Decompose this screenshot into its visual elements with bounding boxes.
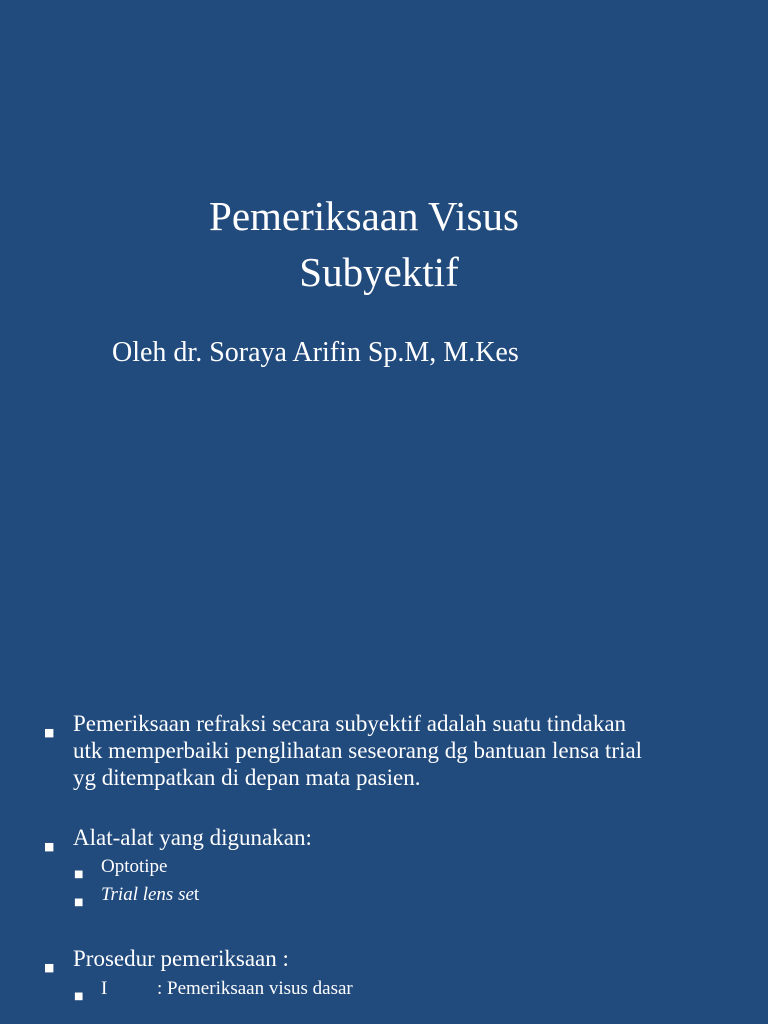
author-line: Oleh dr. Soraya Arifin Sp.M, M.Kes — [112, 337, 519, 368]
bullet-tools-label: Alat-alat yang digunakan: — [73, 825, 312, 850]
sub-bullet-optotipe — [74, 853, 744, 881]
sub-bullet-procedure-text: : Pemeriksaan visus dasar — [157, 978, 353, 999]
square-bullet-icon: ■ — [44, 726, 55, 739]
title-line-2: Subyektif — [299, 249, 459, 295]
bullet-definition-line-3: yg ditempatkan di depan mata pasien. — [73, 765, 421, 790]
bullet-definition — [44, 710, 744, 791]
bullet-definition-line-1: Pemeriksaan refraksi secara subyektif adalah suatu tindakan — [73, 711, 627, 736]
sub-bullet-trial-lens — [74, 881, 744, 909]
square-bullet-icon: ■ — [74, 897, 84, 908]
title-line-1: Pemeriksaan Visus — [209, 193, 519, 239]
sub-bullet-trial-lens-italic: Trial lens se — [101, 884, 194, 905]
sub-bullet-procedure-1 — [74, 975, 744, 1003]
sub-bullet-optotipe-text: Optotipe — [101, 856, 168, 877]
square-bullet-icon: ■ — [74, 991, 84, 1002]
sub-bullet-procedure-number: I — [101, 978, 108, 999]
square-bullet-icon: ■ — [44, 961, 55, 974]
bullet-procedure — [44, 945, 744, 972]
bullet-list — [44, 710, 744, 1003]
square-bullet-icon: ■ — [44, 840, 55, 853]
bullet-procedure-label: Prosedur pemeriksaan : — [73, 946, 289, 971]
bullet-definition-line-2: utk memperbaiki penglihatan seseorang dg bantuan lensa trial — [73, 738, 643, 763]
slide-title — [0, 188, 728, 300]
bullet-tools — [44, 824, 744, 851]
square-bullet-icon: ■ — [74, 869, 84, 880]
sub-bullet-trial-lens-rest: t — [193, 884, 200, 905]
